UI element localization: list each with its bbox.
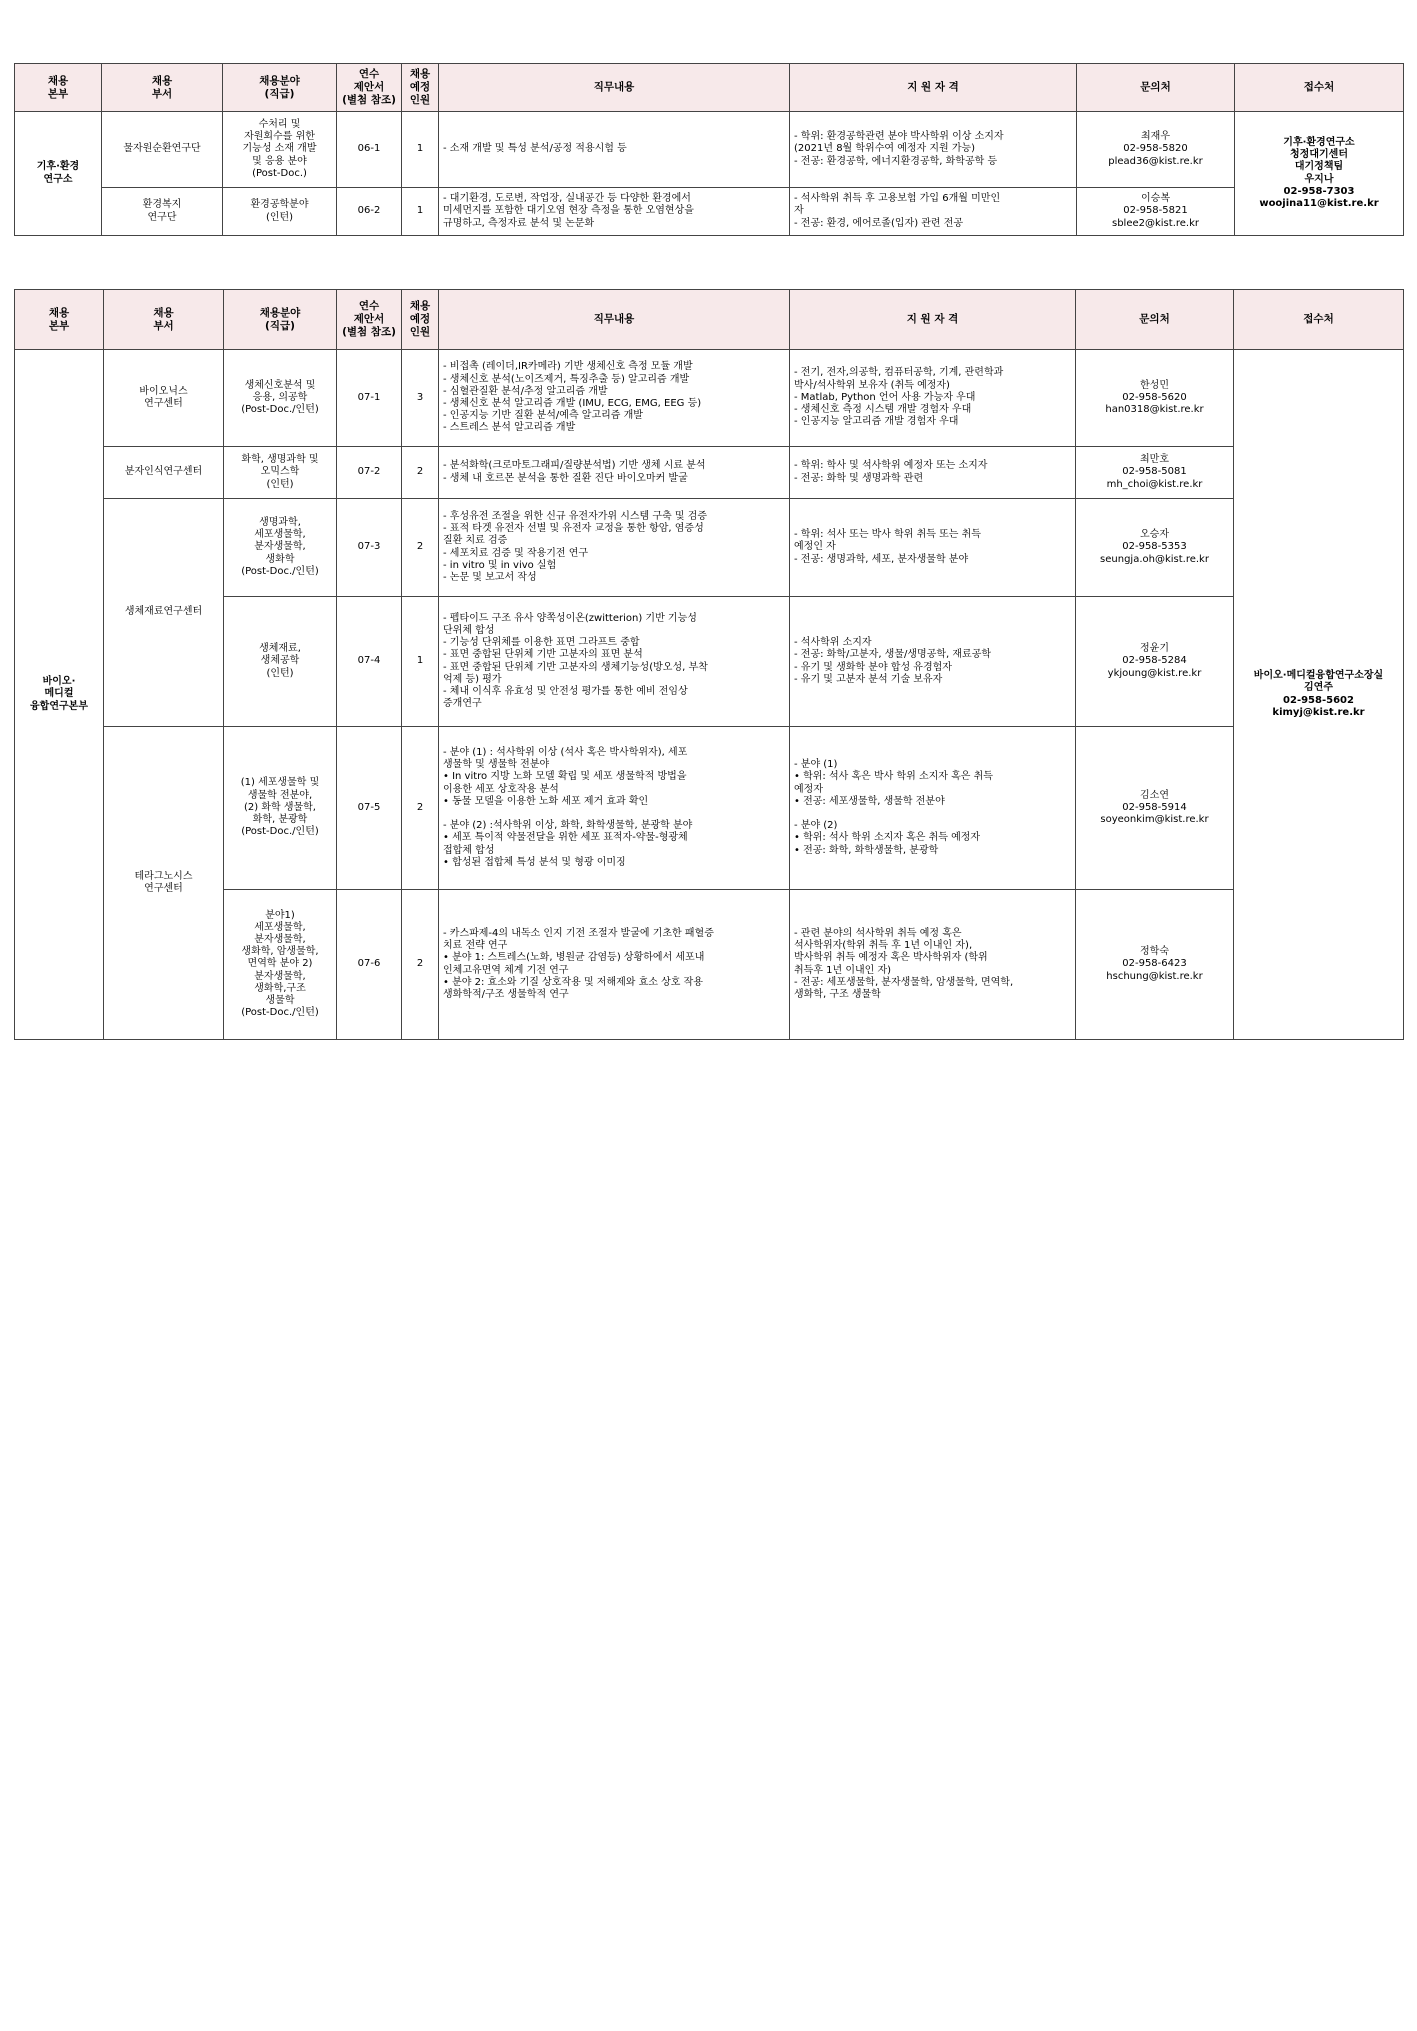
duties-cell: - 후성유전 조절을 위한 신규 유전자가위 시스템 구축 및 검증 - 표적 타겟 유전자 선별 및 유전자 교정을 통한 항암, 염증성 질환 치료 검증 - 세포치료 검증 및 작용기전 연구 - in vitro 및 in vivo 실험 - 논문 및 보고서 작성 [439, 499, 790, 597]
qualifications-cell: - 전기, 전자,의공학, 컴퓨터공학, 기계, 관련학과 박사/석사학위 보유자 (취득 예정자) - Matlab, Python 언어 사용 가능자 우대 - 생체신호 측정 시스템 개발 경험자 우대 - 인공지능 알고리즘 개발 경험자 우대 [790, 350, 1076, 447]
table-row [15, 499, 1404, 597]
field-cell: 생명과학, 세포생물학, 분자생물학, 생화학 (Post-Doc./인턴) [224, 499, 337, 597]
table-row [15, 727, 1404, 890]
header-count: 채용 예정 인원 [402, 64, 439, 112]
duties-cell: - 펩타이드 구조 유사 양쪽성이온(zwitterion) 기반 기능성 단위체 합성 - 기능성 단위체를 이용한 표면 그라프트 중합 - 표면 중합된 단위체 기반 고분자의 표면 분석 - 표면 중합된 단위체 기반 고분자의 생체기능성(방오성, 부착 억제 등) 평가 - 체내 이식후 유효성 및 안전성 평가를 통한 예비 전임상 증개연구 [439, 597, 790, 727]
table-header-row [15, 64, 1404, 112]
header-field: 채용분야 (직급) [224, 290, 337, 350]
recruitment-table-biomedical [14, 289, 1404, 1040]
dept-cell: 물자원순환연구단 [102, 112, 223, 188]
dept-cell: 테라그노시스 연구센터 [104, 727, 224, 1040]
contact-cell: 한성민 02-958-5620 han0318@kist.re.kr [1076, 350, 1234, 447]
header-duties: 직무내용 [439, 64, 790, 112]
duties-cell: - 비접촉 (레이더,IR카메라) 기반 생체신호 측정 모듈 개발 - 생체신호 분석(노이즈제거, 특징추출 등) 알고리즘 개발 - 심혈관질환 분석/추정 알고리즘 개발 - 생체신호 분석 알고리즘 개발 (IMU, ECG, EMG, EEG 등) - 인공지능 기반 질환 분석/예측 알고리즘 개발 - 스트레스 분석 알고리즘 개발 [439, 350, 790, 447]
count-cell: 2 [402, 727, 439, 890]
duties-cell: - 분야 (1) : 석사학위 이상 (석사 혹은 박사학위자), 세포 생물학 및 생물학 전분야 • In vitro 지방 노화 모델 확립 및 세포 생물학적 방법을 이용한 세포 상호작용 분석 • 동물 모델을 이용한 노화 세포 제거 효과 확인 - 분야 (2) :석사학위 이상, 화학, 화학생물학, 분광학 분야 • 세포 특이적 약물전달을 위한 세포 표적자-약물-형광체 접합체 합성 • 합성된 접합체 특성 분석 및 형광 이미징 [439, 727, 790, 890]
qualifications-cell: - 학위: 학사 및 석사학위 예정자 또는 소지자 - 전공: 화학 및 생명과학 관련 [790, 447, 1076, 499]
duties-cell: - 분석화학(크로마토그래피/질량분석법) 기반 생체 시료 분석 - 생체 내 호르몬 분석을 통한 질환 진단 바이오마커 발굴 [439, 447, 790, 499]
count-cell: 2 [402, 447, 439, 499]
code-cell: 07-4 [337, 597, 402, 727]
header-dept: 채용 부서 [102, 64, 223, 112]
header-code: 연수 제안서 (별첨 참조) [337, 64, 402, 112]
duties-cell: - 대기환경, 도로변, 작업장, 실내공간 등 다양한 환경에서 미세먼지를 포함한 대기오염 현장 측정을 통한 오염현상을 규명하고, 측정자료 분석 및 논문화 [439, 188, 790, 236]
code-cell: 07-2 [337, 447, 402, 499]
count-cell: 1 [402, 597, 439, 727]
header-dept: 채용 부서 [104, 290, 224, 350]
code-cell: 07-5 [337, 727, 402, 890]
contact-cell: 이승복 02-958-5821 sblee2@kist.re.kr [1077, 188, 1235, 236]
count-cell: 2 [402, 890, 439, 1040]
count-cell: 2 [402, 499, 439, 597]
header-count: 채용 예정 인원 [402, 290, 439, 350]
qualifications-cell: - 석사학위 취득 후 고용보험 가입 6개월 미만인 자 - 전공: 환경, 에어로졸(입자) 관련 전공 [790, 188, 1077, 236]
table-header-row [15, 290, 1404, 350]
contact-cell: 최재우 02-958-5820 plead36@kist.re.kr [1077, 112, 1235, 188]
code-cell: 07-1 [337, 350, 402, 447]
count-cell: 1 [402, 112, 439, 188]
table-row [15, 112, 1404, 188]
contact-cell: 오승자 02-958-5353 seungja.oh@kist.re.kr [1076, 499, 1234, 597]
header-qualifications: 지 원 자 격 [790, 290, 1076, 350]
header-qualifications: 지 원 자 격 [790, 64, 1077, 112]
header-hq: 채용 본부 [15, 290, 104, 350]
header-field: 채용분야 (직급) [223, 64, 337, 112]
reception-cell: 기후·환경연구소 청정대기센터 대기정책팀 우지나 02-958-7303 woojina11@kist.re.kr [1235, 112, 1404, 236]
count-cell: 1 [402, 188, 439, 236]
header-reception: 접수처 [1234, 290, 1404, 350]
table-row [15, 350, 1404, 447]
header-duties: 직무내용 [439, 290, 790, 350]
contact-cell: 정학숙 02-958-6423 hschung@kist.re.kr [1076, 890, 1234, 1040]
header-contact: 문의처 [1077, 64, 1235, 112]
field-cell: 환경공학분야 (인턴) [223, 188, 337, 236]
header-contact: 문의처 [1076, 290, 1234, 350]
hq-cell: 기후·환경 연구소 [15, 112, 102, 236]
dept-cell: 생체재료연구센터 [104, 499, 224, 727]
qualifications-cell: - 학위: 환경공학관련 분야 박사학위 이상 소지자 (2021년 8월 학위수여 예정자 지원 가능) - 전공: 환경공학, 에너지환경공학, 화학공학 등 [790, 112, 1077, 188]
reception-cell: 바이오·메디컬융합연구소장실 김연주 02-958-5602 kimyj@kist.re.kr [1234, 350, 1404, 1040]
duties-cell: - 카스파제-4의 내독소 인지 기전 조절자 발굴에 기초한 패혈증 치료 전략 연구 • 분야 1: 스트레스(노화, 병원균 감염등) 상황하에서 세포내 인체고유면역 체계 기전 연구 • 분야 2: 효소와 기질 상호작용 및 저해제와 효소 상호 작용 생화학적/구조 생물학적 연구 [439, 890, 790, 1040]
field-cell: 화학, 생명과학 및 오믹스학 (인턴) [224, 447, 337, 499]
hq-cell: 바이오· 메디컬 융합연구본부 [15, 350, 104, 1040]
code-cell: 06-2 [337, 188, 402, 236]
contact-cell: 최만호 02-958-5081 mh_choi@kist.re.kr [1076, 447, 1234, 499]
code-cell: 07-6 [337, 890, 402, 1040]
contact-cell: 정윤기 02-958-5284 ykjoung@kist.re.kr [1076, 597, 1234, 727]
dept-cell: 분자인식연구센터 [104, 447, 224, 499]
table-row [15, 597, 1404, 727]
field-cell: 생체신호분석 및 응용, 의공학 (Post-Doc./인턴) [224, 350, 337, 447]
recruitment-table-climate [14, 63, 1404, 236]
code-cell: 06-1 [337, 112, 402, 188]
header-reception: 접수처 [1235, 64, 1404, 112]
table-row [15, 188, 1404, 236]
field-cell: 수처리 및 자원회수를 위한 기능성 소재 개발 및 응용 분야 (Post-Doc.) [223, 112, 337, 188]
qualifications-cell: - 관련 분야의 석사학위 취득 예정 혹은 석사학위자(학위 취득 후 1년 이내인 자), 박사학위 취득 예정자 혹은 박사학위자 (학위 취득후 1년 이내인 자) - 전공: 세포생물학, 분자생물학, 암생물학, 면역학, 생화학, 구조 생물학 [790, 890, 1076, 1040]
header-hq: 채용 본부 [15, 64, 102, 112]
count-cell: 3 [402, 350, 439, 447]
table-row [15, 890, 1404, 1040]
field-cell: (1) 세포생물학 및 생물학 전분야, (2) 화학 생물학, 화학, 분광학 (Post-Doc./인턴) [224, 727, 337, 890]
field-cell: 분야1) 세포생물학, 분자생물학, 생화학, 암생물학, 면역학 분야 2) 분자생물학, 생화학,구조 생물학 (Post-Doc./인턴) [224, 890, 337, 1040]
duties-cell: - 소재 개발 및 특성 분석/공정 적용시험 등 [439, 112, 790, 188]
code-cell: 07-3 [337, 499, 402, 597]
table-row [15, 447, 1404, 499]
qualifications-cell: - 학위: 석사 또는 박사 학위 취득 또는 취득 예정인 자 - 전공: 생명과학, 세포, 분자생물학 분야 [790, 499, 1076, 597]
dept-cell: 환경복지 연구단 [102, 188, 223, 236]
field-cell: 생체재료, 생체공학 (인턴) [224, 597, 337, 727]
contact-cell: 김소연 02-958-5914 soyeonkim@kist.re.kr [1076, 727, 1234, 890]
header-code: 연수 제안서 (별첨 참조) [337, 290, 402, 350]
dept-cell: 바이오닉스 연구센터 [104, 350, 224, 447]
qualifications-cell: - 석사학위 소지자 - 전공: 화학/고분자, 생물/생명공학, 재료공학 - 유기 및 생화학 분야 합성 유경험자 - 유기 및 고분자 분석 기술 보유자 [790, 597, 1076, 727]
qualifications-cell: - 분야 (1) • 학위: 석사 혹은 박사 학위 소지자 혹은 취득 예정자 • 전공: 세포생물학, 생물학 전분야 - 분야 (2) • 학위: 석사 학위 소지자 혹은 취득 예정자 • 전공: 화학, 화학생물학, 분광학 [790, 727, 1076, 890]
